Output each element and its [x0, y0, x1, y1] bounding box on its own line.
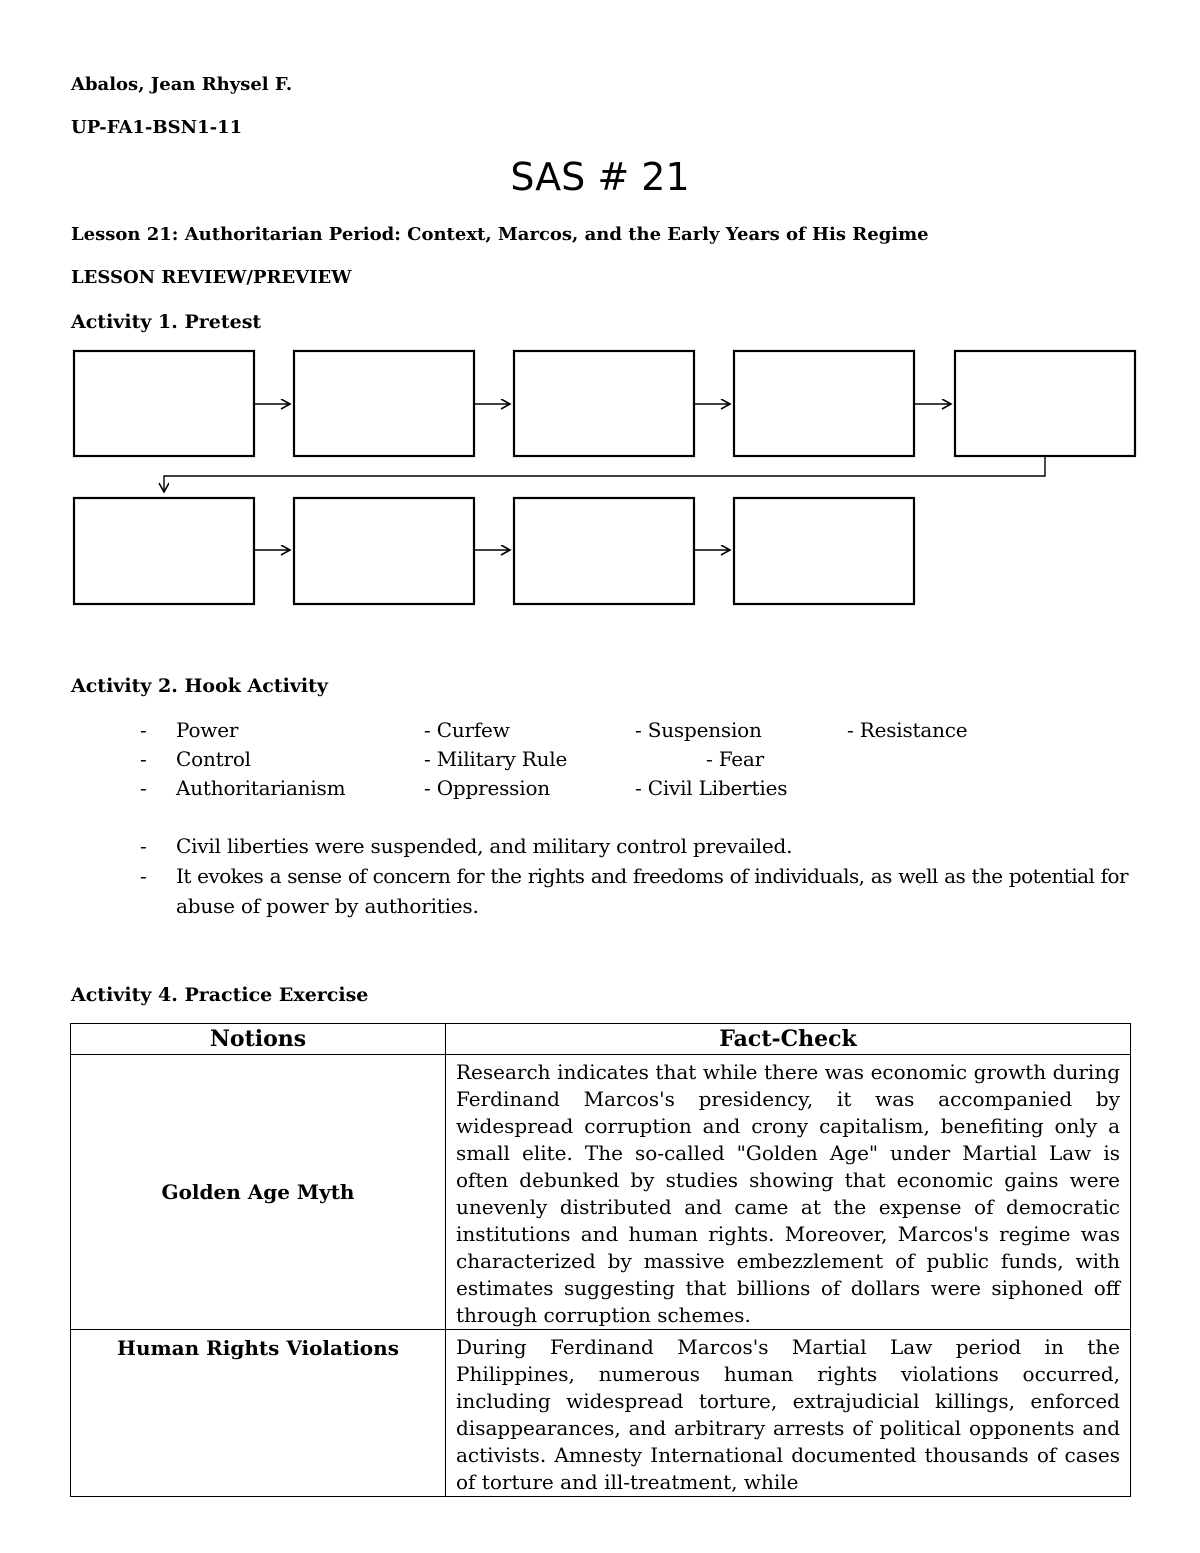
bullet-dash: -	[140, 864, 147, 888]
student-name: Abalos, Jean Rhysel F.	[71, 74, 293, 95]
keyword: - Fear	[706, 747, 765, 771]
pretest-box-2[interactable]	[294, 351, 474, 456]
bullet-dash: -	[140, 718, 147, 742]
keyword: - Suspension	[635, 718, 762, 742]
flow-connector-arrow	[164, 456, 1045, 492]
table-header-row	[71, 1024, 1131, 1055]
column-header-notions: Notions	[71, 1024, 446, 1055]
keyword: - Oppression	[424, 776, 550, 800]
pretest-flowchart	[0, 340, 1200, 615]
pretest-box-3[interactable]	[514, 351, 694, 456]
activity4-heading: Activity 4. Practice Exercise	[71, 984, 369, 1006]
keyword: - Military Rule	[424, 747, 568, 771]
activity1-heading: Activity 1. Pretest	[71, 311, 262, 333]
review-heading: LESSON REVIEW/PREVIEW	[71, 267, 352, 288]
lesson-title: Lesson 21: Authoritarian Period: Context, Marcos, and the Early Years of His Regime	[71, 224, 929, 245]
keyword: - Resistance	[847, 718, 968, 742]
pretest-box-4[interactable]	[734, 351, 914, 456]
fact-check-table	[70, 1023, 1131, 1497]
keyword: - Curfew	[424, 718, 510, 742]
keyword: Authoritarianism	[176, 776, 346, 800]
keyword: Power	[176, 718, 239, 742]
pretest-box-7[interactable]	[294, 498, 474, 604]
table-row	[71, 1055, 1131, 1330]
column-header-fact-check: Fact-Check	[446, 1024, 1131, 1055]
hook-statement: Civil liberties were suspended, and military control prevailed.	[176, 834, 793, 858]
keyword: - Civil Liberties	[635, 776, 788, 800]
fact-check-cell: During Ferdinand Marcos's Martial Law period in the Philippines, numerous human rights violations occurred, including widespread torture, extrajudicial killings, enforced disappearances, and arbitrary arrests of political opponents and activists. Amnesty International documented thousands of cases of torture and ill-treatment, while	[446, 1330, 1131, 1497]
activity2-heading: Activity 2. Hook Activity	[71, 675, 328, 697]
bullet-dash: -	[140, 747, 147, 771]
page-title: SAS # 21	[510, 155, 690, 199]
hook-statement: It evokes a sense of concern for the rights and freedoms of individuals, as well as the potential for	[176, 864, 1128, 888]
fact-check-cell: Research indicates that while there was economic growth during Ferdinand Marcos's presidency, it was accompanied by widespread corruption and crony capitalism, benefiting only a small elite. The so-called "Golden Age" under Martial Law is often debunked by studies showing that economic gains were unevenly distributed and came at the expense of democratic institutions and human rights. Moreover, Marcos's regime was characterized by massive embezzlement of public funds, with estimates suggesting that billions of dollars were siphoned off through corruption schemes.	[446, 1055, 1131, 1330]
notion-cell: Human Rights Violations	[71, 1330, 446, 1497]
pretest-box-1[interactable]	[74, 351, 254, 456]
keyword: Control	[176, 747, 251, 771]
bullet-dash: -	[140, 834, 147, 858]
pretest-box-8[interactable]	[514, 498, 694, 604]
bullet-dash: -	[140, 776, 147, 800]
student-section: UP-FA1-BSN1-11	[71, 117, 243, 138]
pretest-box-6[interactable]	[74, 498, 254, 604]
pretest-box-5[interactable]	[955, 351, 1135, 456]
table-row	[71, 1330, 1131, 1497]
notion-cell: Golden Age Myth	[71, 1055, 446, 1330]
pretest-box-9[interactable]	[734, 498, 914, 604]
hook-statement: abuse of power by authorities.	[176, 894, 479, 918]
